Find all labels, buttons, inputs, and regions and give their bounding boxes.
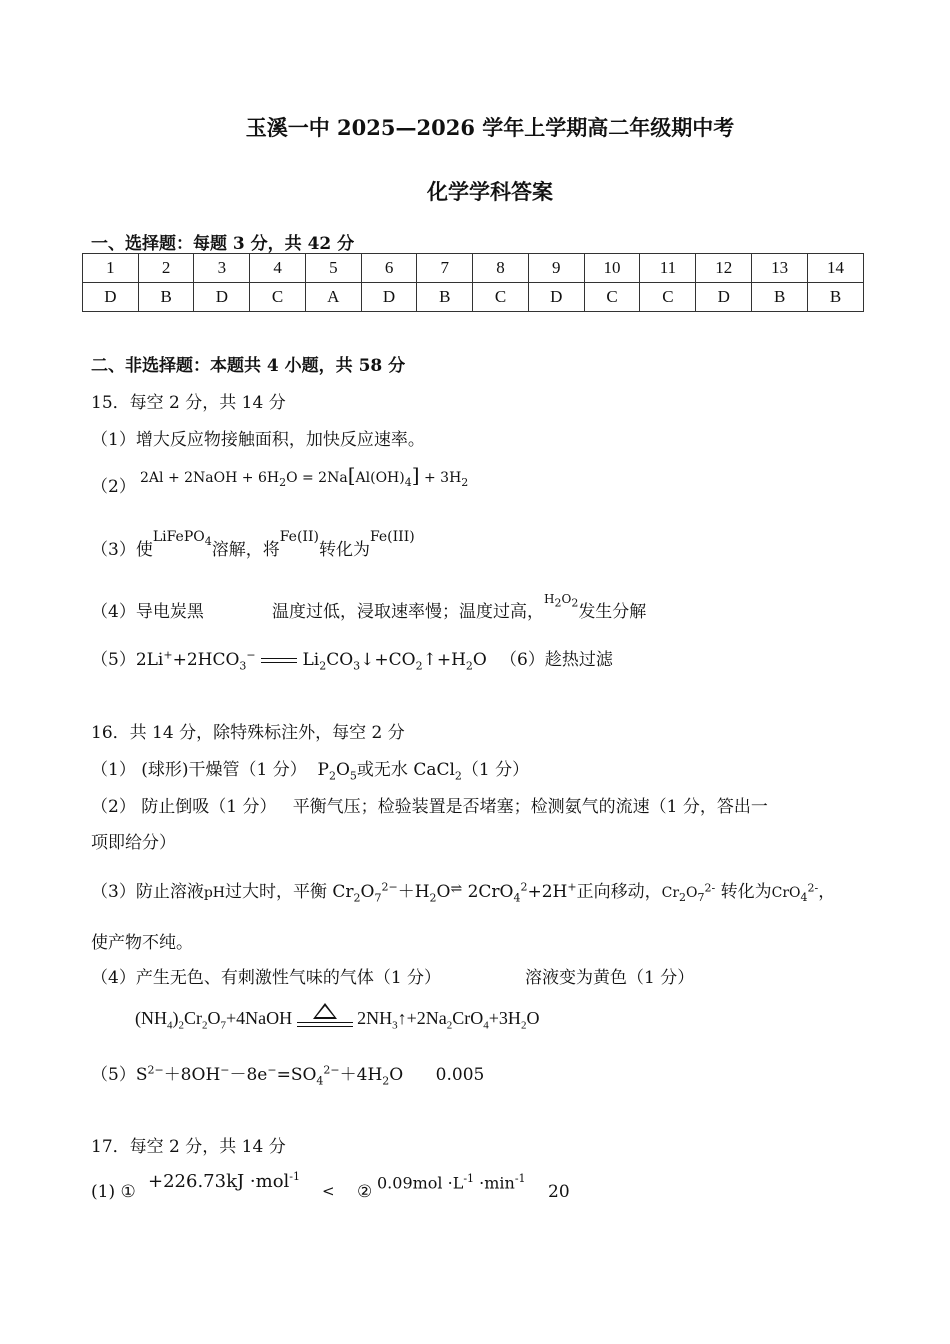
question-number-cell: 10	[584, 254, 640, 283]
answer-cell: D	[696, 283, 752, 312]
q16-answer-2-tail: 项即给分）	[91, 833, 176, 853]
question-number-cell: 1	[83, 254, 139, 283]
q16-answer-4-equation: $(NH_4)_2Cr_2O_7+4NaOH$ $2NH_3↑+2Na_2CrO_4+3H_2O$	[135, 1008, 539, 1032]
q16-answer-4-b: 溶液变为黄色（1 分）	[525, 968, 695, 988]
answer-cell: D	[83, 283, 139, 312]
question-number-cell: 3	[194, 254, 250, 283]
question-number-cell: 4	[250, 254, 306, 283]
q16-answer-4: （4）产生无色、有刺激性气味的气体（1 分）	[91, 968, 442, 988]
question-number-cell: 14	[808, 254, 864, 283]
page-subtitle: 化学学科答案	[427, 179, 553, 204]
answer-cell: C	[640, 283, 696, 312]
q17-answer-1-value: +226.73kJ ·mol$^{-1}$	[148, 1170, 301, 1192]
question-number-cell: 7	[417, 254, 473, 283]
section2-heading: 二、非选择题：本题共 4 小题，共 58 分	[91, 356, 406, 376]
answer-cell: A	[305, 283, 361, 312]
q15-answer-4: 温度过低，浸取速率慢；温度过高，$^{H_2O_2}$发生分解	[272, 592, 647, 622]
answer-cell: D	[361, 283, 417, 312]
answer-cell: D	[194, 283, 250, 312]
q16-answer-1: （1） (球形)干燥管（1 分） $P_2O_5$或无水 CaCl$_2$（1 分）	[91, 760, 530, 783]
equals-sign	[261, 656, 297, 666]
q15-header: 15．每空 2 分，共 14 分	[91, 393, 286, 413]
q15-answer-1: （1）增大反应物接触面积，加快反应速率。	[91, 430, 425, 450]
answer-cell: B	[808, 283, 864, 312]
q15-answer-4-label: （4）导电炭黑	[91, 602, 204, 622]
answer-table	[82, 253, 864, 312]
answer-cell: B	[752, 283, 808, 312]
q16-header: 16．共 14 分，除特殊标注外，每空 2 分	[91, 723, 405, 743]
q17-header: 17．每空 2 分，共 14 分	[91, 1137, 286, 1157]
q16-answer-3-tail: 使产物不纯。	[91, 933, 193, 953]
question-number-cell: 13	[752, 254, 808, 283]
q16-answer-2: （2） 防止倒吸（1 分） 平衡气压；检验装置是否堵塞；检测氨气的流速（1 分，答出一	[91, 797, 768, 817]
q15-answer-2-equation: 2Al + 2NaOH + $6H_2O = 2Na[Al(OH)_4] + 3H_2$	[140, 463, 469, 489]
answer-table-number-row	[83, 254, 864, 283]
q15-answer-6: （6）趁热过滤	[500, 650, 613, 670]
q17-answer-1-circle-2: ②	[357, 1182, 373, 1202]
question-number-cell: 12	[696, 254, 752, 283]
section1-heading: 一、选择题：每题 3 分，共 42 分	[91, 234, 355, 254]
answer-cell: B	[417, 283, 473, 312]
q16-answer-3: （3）防止溶液pH过大时，平衡 $Cr_2O_7^{2-}+H_2O^\rightleftharpoons$ 2CrO$_4^2$+2H+正向移动，$Cr_2O_7^{2-}$ 转化为CrO$_4^{2-}$，	[91, 880, 836, 905]
q15-answer-2-label: （2）	[91, 477, 136, 497]
answer-cell: D	[528, 283, 584, 312]
answer-cell: C	[473, 283, 529, 312]
question-number-cell: 6	[361, 254, 417, 283]
question-number-cell: 9	[528, 254, 584, 283]
answer-table-answer-row	[83, 283, 864, 312]
less-than-sign: <	[322, 1182, 335, 1200]
heat-arrow	[297, 1009, 353, 1031]
question-number-cell: 5	[305, 254, 361, 283]
q16-answer-5: $(5)S^{2-}+8OH^--8e^-=SO_4^{2-}+4H_2O$ 0.005	[91, 1063, 485, 1088]
question-number-cell: 8	[473, 254, 529, 283]
question-number-cell: 11	[640, 254, 696, 283]
answer-cell: B	[138, 283, 194, 312]
answer-cell: C	[584, 283, 640, 312]
page-title: 玉溪一中 2025—2026 学年上学期高二年级期中考	[245, 115, 735, 140]
q17-answer-1-label: (1) ①	[91, 1182, 136, 1202]
q15-answer-5: $(5)2Li^++2HCO_3^-$ $Li_2CO_3↓+CO_2↑+H_2O$	[91, 648, 487, 673]
q15-answer-3: （3）使$^{LiFePO_4}$溶解，将$^{Fe(II)}$转化为$^{Fe(III)}$	[91, 529, 415, 560]
q17-answer-1-end: 20	[548, 1182, 570, 1202]
answer-cell: C	[250, 283, 306, 312]
q17-answer-1-rate: $0.09mol \cdot L^{-1} \cdot\min^{-1}$	[377, 1172, 526, 1193]
question-number-cell: 2	[138, 254, 194, 283]
